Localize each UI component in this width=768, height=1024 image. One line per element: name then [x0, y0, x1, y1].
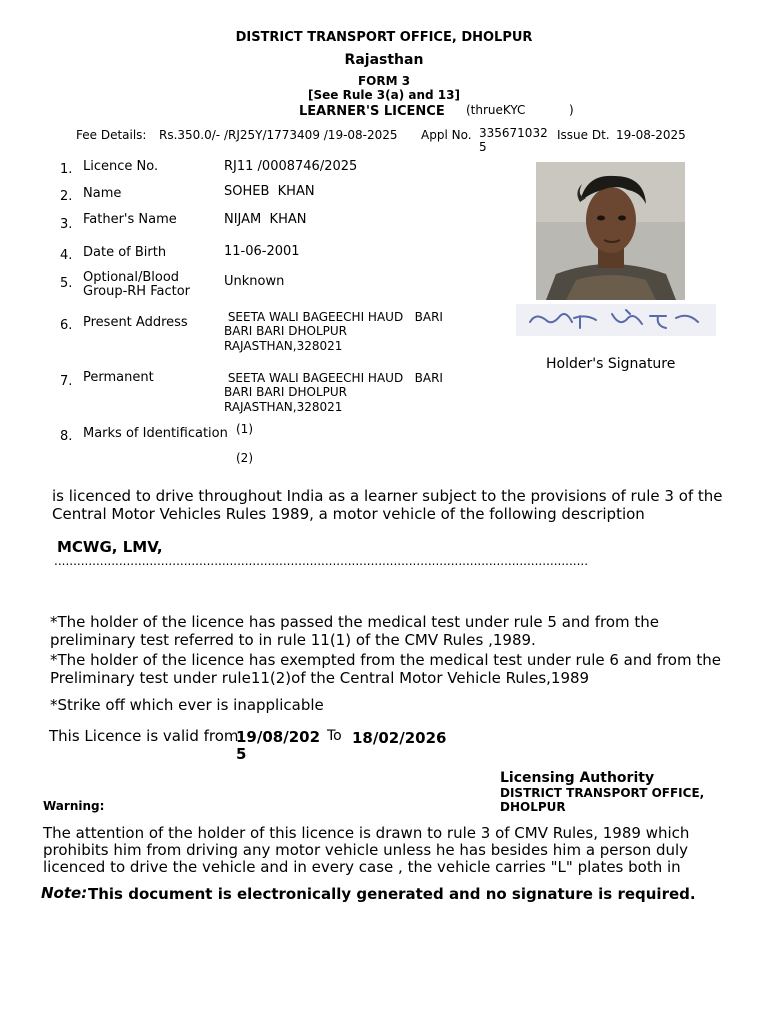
licensing-authority-title: Licensing Authority [500, 770, 655, 786]
date-of-birth: 11-06-2001 [224, 244, 300, 259]
present-address-line1: SEETA WALI BAGEECHI HAUD BARI [224, 310, 443, 324]
field-1-number: 1. [60, 162, 73, 177]
warning-label: Warning: [43, 799, 105, 813]
strike-off-note: *Strike off which ever is inapplicable [50, 696, 324, 714]
warning-line3: licenced to drive the vehicle and in every case , the vehicle carries "L" plates both in [43, 858, 681, 876]
rule-reference: [See Rule 3(a) and 13] [308, 88, 460, 102]
warning-line1: The attention of the holder of this licence is drawn to rule 3 of CMV Rules, 1989 which [43, 824, 690, 842]
field-4-number: 4. [60, 248, 73, 263]
field-3-label: Father's Name [83, 212, 177, 227]
permanent-address-line1: SEETA WALI BAGEECHI HAUD BARI [224, 371, 443, 385]
dotted-line: ............................................................................................................................................ [54, 554, 589, 568]
identification-mark-1: (1) [236, 422, 253, 436]
permanent-address-line3: RAJASTHAN,328021 [224, 400, 343, 414]
field-7-label: Permanent [83, 370, 154, 385]
authority-office-line2: DHOLPUR [500, 800, 566, 814]
father-name: NIJAM KHAN [224, 212, 307, 227]
holder-name: SOHEB KHAN [224, 184, 315, 199]
note-label: Note: [41, 884, 88, 902]
form-number: FORM 3 [357, 74, 411, 88]
field-5-number: 5. [60, 276, 73, 291]
to-label: To [327, 728, 342, 744]
authority-office-line1: DISTRICT TRANSPORT OFFICE, [500, 786, 705, 800]
blood-group: Unknown [224, 274, 285, 289]
note-text: This document is electronically generated and no signature is required. [88, 885, 696, 903]
valid-from-line2: 5 [236, 745, 247, 763]
kyc-close: ) [569, 103, 574, 117]
identification-mark-2: (2) [236, 451, 253, 465]
licence-statement: is licenced to drive throughout India as a learner subject to the provisions of rule 3 of the Central Motor Vehicles Rules 1989, a motor vehicle of the following description [52, 487, 723, 523]
field-7-number: 7. [60, 374, 73, 389]
field-6-number: 6. [60, 318, 73, 333]
kyc-open: (thru [466, 103, 496, 117]
valid-to: 18/02/2026 [352, 729, 447, 747]
field-8-number: 8. [60, 429, 73, 444]
appl-number-line1: 335671032 [479, 126, 548, 140]
field-2-label: Name [83, 186, 122, 201]
field-8-label: Marks of Identification [83, 426, 228, 441]
present-address-line3: RAJASTHAN,328021 [224, 339, 343, 353]
medical-test-note-2: *The holder of the licence has exempted from the medical test under rule 6 and from the Preliminary test under rule11(2)of the Central Motor Vehicle Rules,1989 [50, 651, 721, 687]
fee-label: Fee Details: [76, 128, 147, 142]
valid-from-line1: 19/08/202 [236, 728, 321, 746]
office-heading: DISTRICT TRANSPORT OFFICE, DHOLPUR [235, 30, 533, 45]
photo-portrait-icon [536, 162, 685, 300]
state-heading: Rajasthan [344, 52, 424, 68]
field-4-label: Date of Birth [83, 245, 167, 260]
field-5-label-line2: Group-RH Factor [83, 284, 191, 299]
permanent-address-line2: BARI BARI DHOLPUR [224, 385, 348, 399]
signature-icon [516, 304, 716, 336]
appl-label: Appl No. [421, 128, 472, 142]
warning-line2: prohibits him from driving any motor vehicle unless he has besides him a person duly [43, 841, 689, 859]
kyc-label: eKYC [495, 103, 526, 117]
kyc-note [466, 103, 525, 117]
vehicle-classes: MCWG, LMV, [57, 538, 163, 556]
holder-photo [536, 162, 685, 300]
appl-number-line2: 5 [479, 140, 487, 154]
field-3-number: 3. [60, 217, 73, 232]
fee-value: Rs.350.0/- /RJ25Y/1773409 /19-08-2025 [159, 128, 398, 142]
field-2-number: 2. [60, 189, 73, 204]
field-1-label: Licence No. [83, 159, 159, 174]
signature-caption: Holder's Signature [546, 356, 676, 372]
issue-date: 19-08-2025 [616, 128, 686, 142]
validity-label: This Licence is valid from [49, 727, 239, 745]
field-5-label-line1: Optional/Blood [83, 270, 180, 285]
issue-label: Issue Dt. [557, 128, 610, 142]
licence-number: RJ11 /0008746/2025 [224, 159, 358, 174]
document-title: LEARNER'S LICENCE [299, 104, 445, 119]
holder-signature-image [516, 304, 716, 336]
medical-test-note-1: *The holder of the licence has passed the medical test under rule 5 and from the preliminary test referred to in rule 11(1) of the CMV Rules ,1989. [50, 613, 660, 649]
field-6-label: Present Address [83, 315, 188, 330]
present-address-line2: BARI BARI DHOLPUR [224, 324, 348, 338]
